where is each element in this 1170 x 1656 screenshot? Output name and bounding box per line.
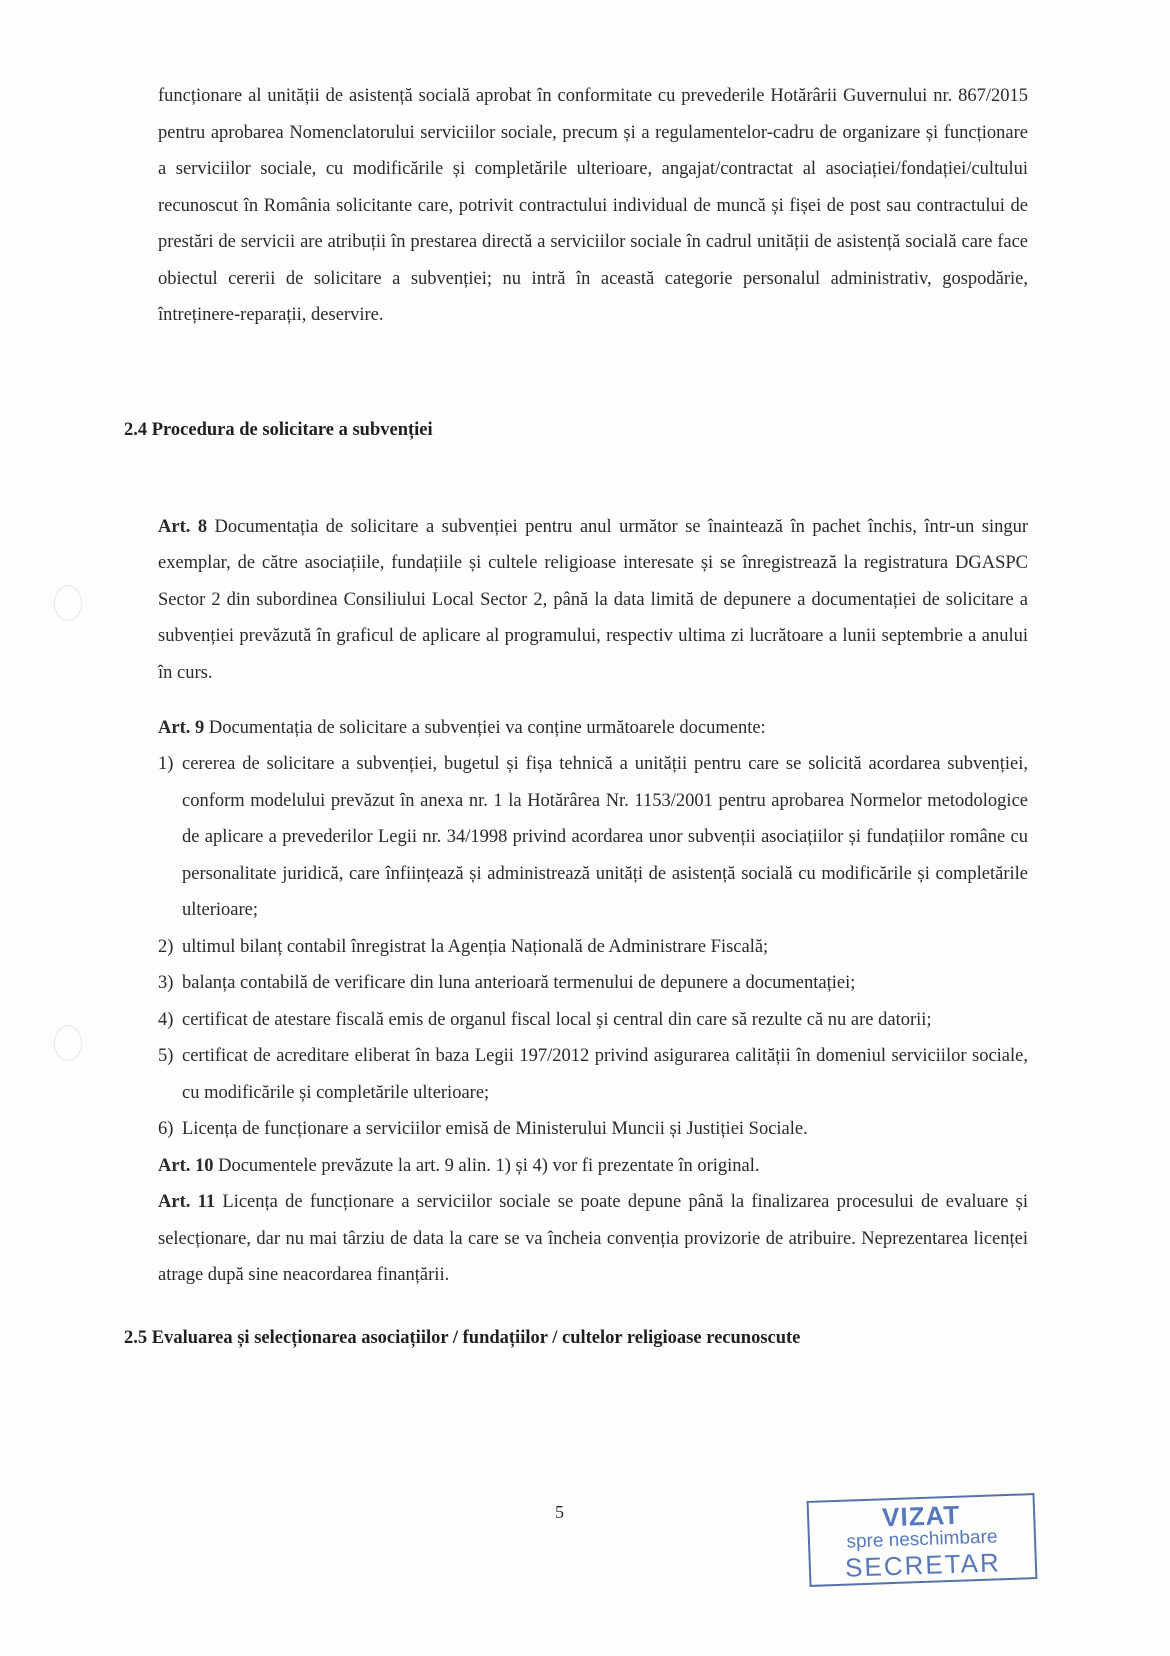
list-item-number: 1) [158, 754, 174, 774]
list-item-number: 4) [158, 1009, 174, 1030]
list-item [158, 929, 1028, 966]
article-9 [158, 710, 1028, 747]
list-item [158, 746, 1028, 929]
article-8 [158, 509, 1028, 692]
list-item-number: 5) [158, 1046, 174, 1066]
list-item [158, 1111, 1028, 1148]
article-10 [158, 1148, 1028, 1185]
list-item-number: 2) [158, 936, 174, 957]
intro-paragraph: funcționare al unității de asistență socială aprobat în conformitate cu prevederile Hotărârii Guvernului nr. 867/2015 pentru aprobarea Nomenclatorului serviciilor sociale, precum și a regulamentelor-cadru de organizare și funcționare a serviciilor sociale, cu modificările și completările ulterioare, angajat/contractat al asociației/fondației/cultului recunoscut în România solicitante care, potrivit contractului individual de muncă și fișei de post sau contractului de prestări de servicii are atribuții în prestarea directă a serviciilor sociale în cadrul unității de asistență socială care face obiectul cererii de solicitare a subvenției; nu intră în această categorie personalul administrativ, gospodărie, întreținere-reparații, deservire. [158, 86, 1028, 325]
punch-hole-mark [54, 585, 82, 621]
list-item [158, 1002, 1028, 1039]
list-item-text: ultimul bilanț contabil înregistrat la Agenția Națională de Administrare Fiscală; [182, 936, 769, 957]
stamp-line-vizat: VIZAT [881, 1499, 961, 1533]
list-item-text: cererea de solicitare a subvenției, bugetul și fișa tehnică a unității pentru care se solicită acordarea subvenției, conform modelului prevăzut în anexa nr. 1 la Hotărârea Nr. 1153/2001 pentru aprobarea Normelor metodologice de aplicare a prevederilor Legii nr. 34/1998 privind acordarea unor subvenții asociațiilor și fundațiilor române cu personalitate juridică, care înființează și administrează unități de asistență socială cu modificările și completările ulterioare; [182, 754, 1028, 920]
list-item-number: 6) [158, 1119, 174, 1139]
stamp-line-spre-neschimbare: spre neschimbare [846, 1526, 998, 1553]
list-item-text: balanța contabilă de verificare din luna anterioară termenului de depunere a documentației; [182, 973, 856, 993]
list-item-text: certificat de atestare fiscală emis de organul fiscal local și central din care să rezulte că nu are datorii; [182, 1009, 932, 1030]
article-label: Art. 8 [158, 516, 208, 537]
article-text: Licența de funcționare a serviciilor sociale se poate depune până la finalizarea procesului de evaluare și selecționare, dar nu mai târziu de data la care se va încheia convenția provizorie de atribuire. Neprezentarea licenței atrage după sine neacordarea finanțării. [158, 1192, 1029, 1285]
article-11 [158, 1184, 1028, 1294]
article-text: Documentația de solicitare a subvenției pentru anul următor se înaintează în pachet închis, într-un singur exemplar, de către asociațiile, fundațiile și cultele religioase interesate și se înregistrează la registratura DGASPC Sector 2 din subordinea Consiliului Local Sector 2, până la data limită de depunere a documentației de solicitare a subvenției prevăzută în graficul de aplicare al programului, respectiv ultima zi lucrătoare a lunii septembrie a anului în curs. [158, 516, 1029, 683]
list-item-number: 3) [158, 973, 174, 993]
approval-stamp [807, 1493, 1038, 1587]
list-item [158, 965, 1028, 1002]
page-number: 5 [555, 1502, 564, 1522]
article-text: Documentația de solicitare a subvenției va conține următoarele documente: [208, 717, 766, 738]
section-heading-2-5: 2.5 Evaluarea și selecționarea asociațiilor / fundațiilor / cultelor religioase recunoscute [124, 1328, 801, 1348]
article-label: Art. 9 [158, 717, 205, 738]
list-item-text: Licența de funcționare a serviciilor emisă de Ministerului Muncii și Justiției Sociale. [182, 1119, 808, 1139]
punch-hole-mark [54, 1025, 82, 1061]
article-label: Art. 10 [158, 1155, 214, 1176]
article-text: Documentele prevăzute la art. 9 alin. 1) și 4) vor fi prezentate în original. [218, 1155, 760, 1176]
article-label: Art. 11 [158, 1192, 216, 1212]
stamp-line-secretar: SECRETAR [844, 1547, 1002, 1583]
section-heading-2-4: 2.4 Procedura de solicitare a subvenției [124, 420, 433, 440]
list-item-text: certificat de acreditare eliberat în baza Legii 197/2012 privind asigurarea calității în domeniul serviciilor sociale, cu modificările și completările ulterioare; [182, 1046, 1028, 1103]
articles-block [158, 490, 1028, 1294]
list-item [158, 1038, 1028, 1111]
